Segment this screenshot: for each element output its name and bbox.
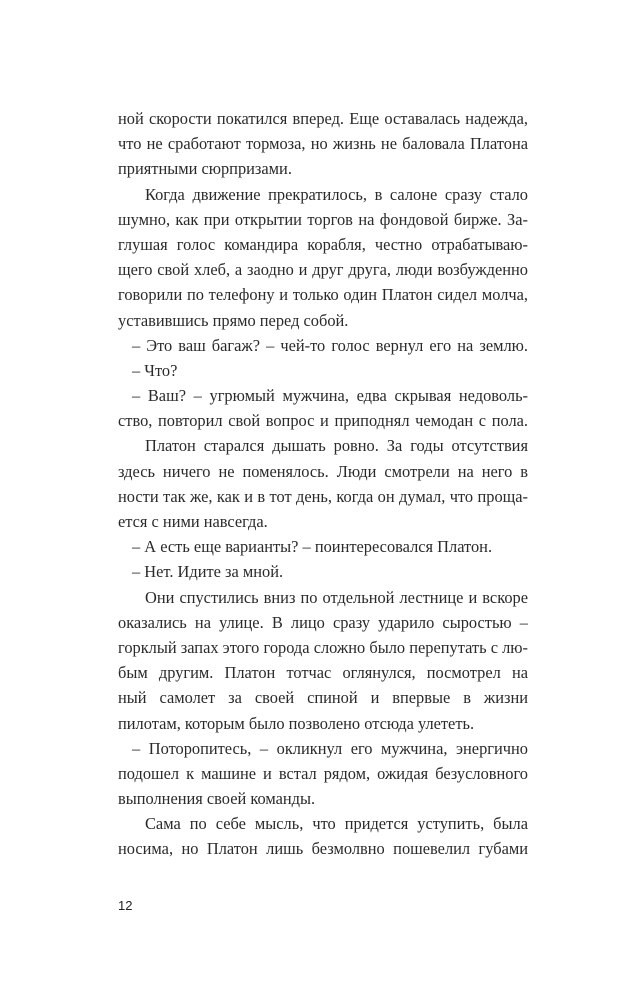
text-line: оказались на улице. В лицо сразу ударило сыростью – bbox=[118, 612, 528, 632]
text-line: горклый запах этого города сложно было перепутать с лю- bbox=[118, 637, 528, 657]
text-line: – Поторопитесь, – окликнул его мужчина, энергично bbox=[132, 738, 528, 758]
text-line: приятными сюрпризами. bbox=[118, 159, 292, 179]
text-line: ный самолет за своей спиной и впервые в жизни bbox=[118, 688, 528, 708]
text-line: – Ваш? – угрюмый мужчина, едва скрывая недоволь- bbox=[132, 386, 528, 406]
text-line: подошел к машине и встал рядом, ожидая безусловного bbox=[118, 763, 528, 783]
page-number: 12 bbox=[118, 898, 133, 913]
text-line: шумно, как при открытии торгов на фондовой бирже. За- bbox=[118, 209, 528, 229]
text-line: – Нет. Идите за мной. bbox=[132, 562, 284, 582]
text-line: уставившись прямо перед собой. bbox=[118, 310, 349, 330]
text-line: Сама по себе мысль, что придется уступить, была bbox=[145, 814, 528, 834]
text-line: что не сработают тормоза, но жизнь не баловала Платона bbox=[118, 134, 528, 154]
text-line: Платон старался дышать ровно. За годы отсутствия bbox=[145, 436, 528, 456]
text-line: – А есть еще варианты? – поинтересовался Платон. bbox=[132, 537, 493, 557]
text-line: выполнения своей команды. bbox=[118, 789, 316, 809]
body-text bbox=[118, 106, 528, 862]
text-line: Когда движение прекратилось, в салоне сразу стало bbox=[145, 184, 528, 204]
text-line: – Что? bbox=[132, 360, 178, 380]
text-line: здесь ничего не поменялось. Люди смотрели на него в bbox=[118, 461, 528, 481]
text-line: глушая голос командира корабля, честно отрабатываю- bbox=[118, 234, 528, 254]
text-line: пилотам, которым было позволено отсюда улететь. bbox=[118, 713, 475, 733]
text-line: – Это ваш багаж? – чей-то голос вернул его на землю. bbox=[132, 335, 528, 355]
text-line: ство, повторил свой вопрос и приподнял чемодан с пола. bbox=[118, 411, 528, 431]
text-line: говорили по телефону и только один Платон сидел молча, bbox=[118, 285, 528, 305]
text-line: щего свой хлеб, а заодно и друг друга, люди возбужденно bbox=[118, 260, 528, 280]
text-line: ной скорости покатился вперед. Еще оставалась надежда, bbox=[118, 109, 528, 128]
text-line: бым другим. Платон тотчас оглянулся, посмотрел на bbox=[118, 663, 528, 683]
text-line: ется с ними навсегда. bbox=[118, 512, 268, 531]
text-line: ности так же, как и в тот день, когда он думал, что проща- bbox=[118, 486, 528, 506]
text-line: носима, но Платон лишь безмолвно пошевелил губами bbox=[118, 839, 528, 859]
text-line: Они спустились вниз по отдельной лестнице и вскоре bbox=[145, 587, 528, 607]
